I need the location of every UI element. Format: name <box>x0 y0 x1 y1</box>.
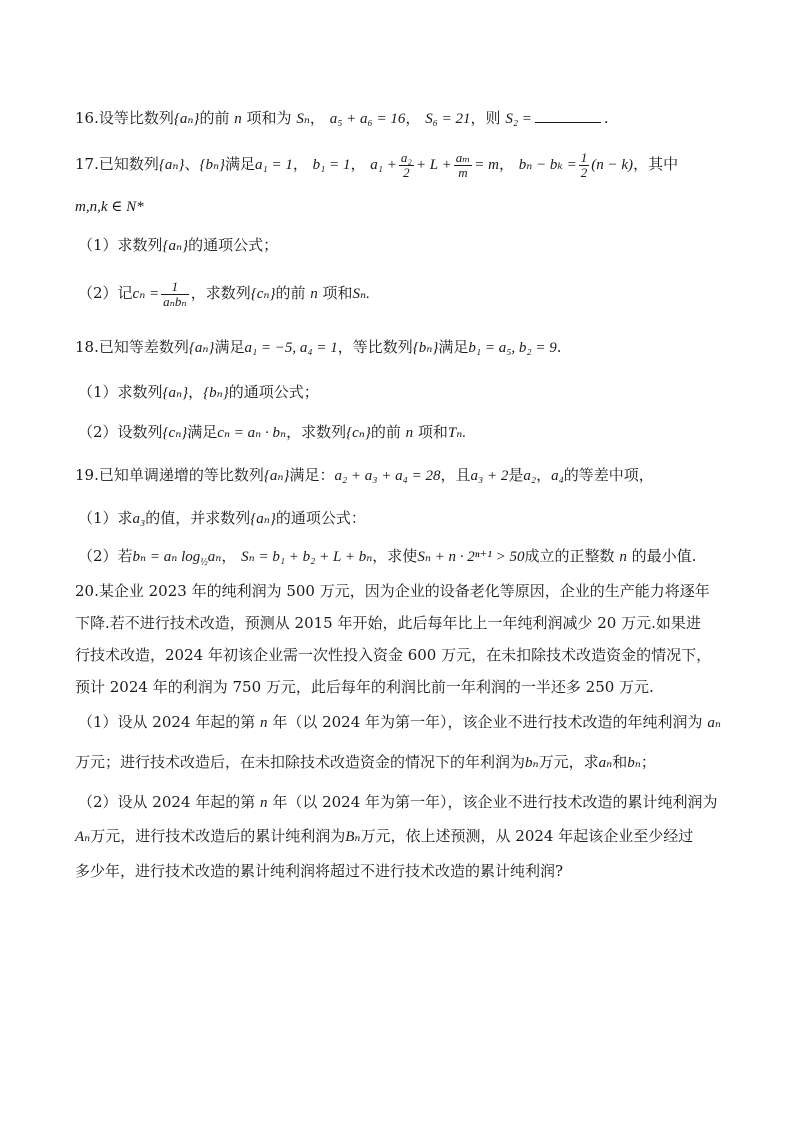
q17-text: （2）记 <box>78 284 133 302</box>
q17-sum: = m <box>474 157 499 173</box>
q17-line2 <box>75 196 144 217</box>
q19-sn: Sₙ = b₁ + b₂ + L + bₙ <box>241 549 373 565</box>
q20-part1 <box>78 712 721 733</box>
q17-a1: a₁ = 1 <box>255 157 293 173</box>
question-16 <box>75 108 609 129</box>
q19-condition-2: a₃ + 2 <box>470 468 509 484</box>
fraction: $\frac{\text{aₘ}}{m}$ <box>455 149 471 180</box>
q16-condition-1: a₅ + a₆ = 16 <box>329 111 406 127</box>
q20-line3 <box>75 645 711 665</box>
q16-text: 16.设等比数列 <box>75 109 174 127</box>
var-n: n <box>310 286 318 302</box>
var-n: n <box>619 549 627 565</box>
q18-text: . <box>556 338 562 356</box>
sequence-c: {cₙ} <box>162 425 188 441</box>
q16-text: ， <box>405 109 421 127</box>
q20-text: 万元，依上述预测，从 2024 年起该企业至少经过 <box>360 827 694 845</box>
sequence-a: {aₙ} <box>263 468 290 484</box>
q18-text: ，等比数列 <box>337 338 413 356</box>
fraction: $\frac{1}{2}$ <box>580 149 588 180</box>
q20-text: 下降.若不进行技术改造，预测从 2015 年开始，此后每年比上一年纯利润减少 20 万元.如果进 <box>75 614 701 632</box>
q18-text: 的通项公式； <box>228 383 319 401</box>
var-sn: Sₙ. <box>352 286 370 302</box>
question-20 <box>75 581 710 601</box>
q19-text: ， <box>536 466 552 484</box>
var-an: aₙ <box>707 715 721 731</box>
var-An: Aₙ <box>75 829 91 845</box>
q19-text: 的通项公式： <box>275 509 366 527</box>
q18-text: 项和 <box>417 423 448 441</box>
q17-domain: m,n,k ∈ N* <box>75 199 144 215</box>
q19-text: （2）若 <box>78 547 133 565</box>
sequence-a: {aₙ} <box>162 385 189 401</box>
q17-text: 满足 <box>225 155 256 173</box>
sequence-b: {bₙ} <box>412 340 439 356</box>
q19-condition: a₂ + a₃ + a₄ = 28 <box>334 468 441 484</box>
q20-text: 年（以 2024 年为第一年），该企业不进行技术改造的累计纯利润为 <box>272 793 718 811</box>
sequence-c: {cₙ} <box>250 286 276 302</box>
q19-text: 的最小值. <box>631 547 697 565</box>
answer-blank[interactable] <box>535 108 601 123</box>
q20-text: 预计 2024 年的利润为 750 万元，此后每年的利润比前一年利润的一半还多 250 万元. <box>75 678 654 696</box>
q19-text: 满足： <box>289 466 335 484</box>
var-n: n <box>260 715 268 731</box>
sequence-b: {bₙ} <box>203 385 229 401</box>
q18-text: 的前 <box>370 423 401 441</box>
sequence-a: {aₙ} <box>250 511 276 527</box>
var-n: n <box>405 425 414 441</box>
var-n: n <box>260 795 268 811</box>
q17-b1: b₁ = 1 <box>312 157 351 173</box>
var-a3: a₃ <box>132 511 146 527</box>
sequence-a: {aₙ} <box>188 340 215 356</box>
q18-text: ，求数列 <box>286 423 347 441</box>
q20-text: （2）设从 2024 年起的第 <box>78 793 256 811</box>
fraction: $\frac{1}{\text{aₙbₙ}}$ <box>163 278 187 309</box>
q18-condition: a₁ = −5, a₄ = 1 <box>244 340 338 356</box>
q19-inequality: Sₙ + n · 2ⁿ⁺¹ > 50 <box>417 549 525 565</box>
q20-part2 <box>78 792 718 813</box>
q17-sum: a₁ + <box>370 157 397 173</box>
q20-line2 <box>75 613 701 633</box>
q17-text: 17.已知数列 <box>75 155 159 173</box>
q18-part1 <box>78 382 319 403</box>
q20-text: 万元，求 <box>538 753 599 771</box>
q16-text: . <box>603 109 609 127</box>
q19-text: 的等差中项， <box>563 466 654 484</box>
q18-text: 满足 <box>214 338 245 356</box>
q17-part2 <box>78 278 370 309</box>
var-bn: bₙ <box>525 755 539 771</box>
q16-condition-2: S₆ = 21 <box>425 111 471 127</box>
q17-text: （1）求数列 <box>78 236 163 254</box>
q16-text: 的前 <box>199 109 230 127</box>
q19-text: ，且 <box>440 466 471 484</box>
question-17: 17.已知数列{aₙ}、{bₙ}满足a₁ = 1， b₁ = 1， a₁ + $\frac{\text{a₂}}{2}$ + L + $\frac{\text{aₘ}}{m}$ = m， bₙ − bₖ = $\frac{1}{2}$ (n − k)，其中 <box>75 149 679 180</box>
q19-text: ，求使 <box>372 547 418 565</box>
q19-text: （1）求 <box>78 509 133 527</box>
var-a4: a₄ <box>551 468 564 484</box>
question-18 <box>75 337 562 358</box>
q19-text: 是 <box>508 466 524 484</box>
q17-bdiff: bₙ − bₖ = <box>518 157 577 173</box>
q18-text: 18.已知等差数列 <box>75 338 189 356</box>
sequence-a: {aₙ} <box>158 157 185 173</box>
q18-condition-2: b₁ = a₅, b₂ = 9 <box>468 340 557 356</box>
var-tn: Tₙ. <box>447 425 467 441</box>
var-Bn: Bₙ <box>345 829 361 845</box>
q18-part2 <box>78 422 466 443</box>
log-base: ½ <box>200 557 208 568</box>
q20-part1-line2 <box>75 752 656 773</box>
sequence-a: {aₙ} <box>173 111 200 127</box>
q19-part1 <box>78 508 366 529</box>
q19-text: 成立的正整数 <box>524 547 615 565</box>
q17-text: 的前 <box>275 284 306 302</box>
q19-text: 的值，并求数列 <box>145 509 251 527</box>
q20-text: 20.某企业 2023 年的纯利润为 500 万元，因为企业的设备老化等原因，企业的生产能力将逐年 <box>75 582 710 600</box>
q20-text: 和 <box>612 753 628 771</box>
q17-sum: + L + <box>415 157 452 173</box>
q19-text: 19.已知单调递增的等比数列 <box>75 466 264 484</box>
q17-bdiff: (n − k) <box>591 157 634 173</box>
q17-cn: cₙ = <box>132 286 160 302</box>
q18-text: ， <box>188 383 204 401</box>
var-n: n <box>234 111 242 127</box>
q20-text: 多少年，进行技术改造的累计纯利润将超过不进行技术改造的累计纯利润? <box>75 862 564 880</box>
q18-text: 满足 <box>187 423 218 441</box>
q16-text: ， <box>309 109 325 127</box>
q17-part1 <box>78 235 278 256</box>
var-a2: a₂ <box>523 468 537 484</box>
sequence-a: {aₙ} <box>162 238 189 254</box>
sequence-b: {bₙ} <box>199 157 226 173</box>
q20-part2-line3 <box>75 861 563 881</box>
q20-text: 万元，进行技术改造后的累计纯利润为 <box>90 827 346 845</box>
question-19 <box>75 465 654 486</box>
var-an: aₙ <box>598 755 613 771</box>
q19-bn: aₙ <box>207 549 222 565</box>
q20-text: （1）设从 2024 年起的第 <box>78 713 256 731</box>
q20-line4 <box>75 677 654 697</box>
q17-text: ，其中 <box>633 155 679 173</box>
q16-target: S₂ = <box>505 111 532 127</box>
sequence-c: {cₙ} <box>346 425 371 441</box>
q16-text: 项和为 <box>246 109 292 127</box>
q20-text: 年（以 2024 年为第一年），该企业不进行技术改造的年纯利润为 <box>272 713 703 731</box>
q16-text: ，则 <box>470 109 501 127</box>
q20-text: 行技术改造，2024 年初该企业需一次性投入资金 600 万元，在未扣除技术改造资金的情况下， <box>75 646 712 664</box>
q19-part2 <box>78 546 696 573</box>
fraction: $\frac{\text{a₂}}{2}$ <box>400 149 412 180</box>
q18-cn: cₙ = aₙ · bₙ <box>217 425 287 441</box>
var-sn: Sₙ <box>296 111 310 127</box>
q18-text: （1）求数列 <box>78 383 163 401</box>
q17-text: 的通项公式； <box>188 236 279 254</box>
q19-bn: bₙ = aₙ log <box>132 549 201 565</box>
q20-text: 万元；进行技术改造后，在未扣除技术改造资金的情况下的年利润为 <box>75 753 526 771</box>
q18-text: 满足 <box>438 338 469 356</box>
q20-text: ； <box>640 753 656 771</box>
q18-text: （2）设数列 <box>78 423 163 441</box>
q17-text: ，求数列 <box>190 284 251 302</box>
q20-part2-line2 <box>75 826 693 847</box>
var-bn: bₙ <box>627 755 641 771</box>
q19-text: ， <box>221 547 237 565</box>
q17-text: 项和 <box>322 284 353 302</box>
